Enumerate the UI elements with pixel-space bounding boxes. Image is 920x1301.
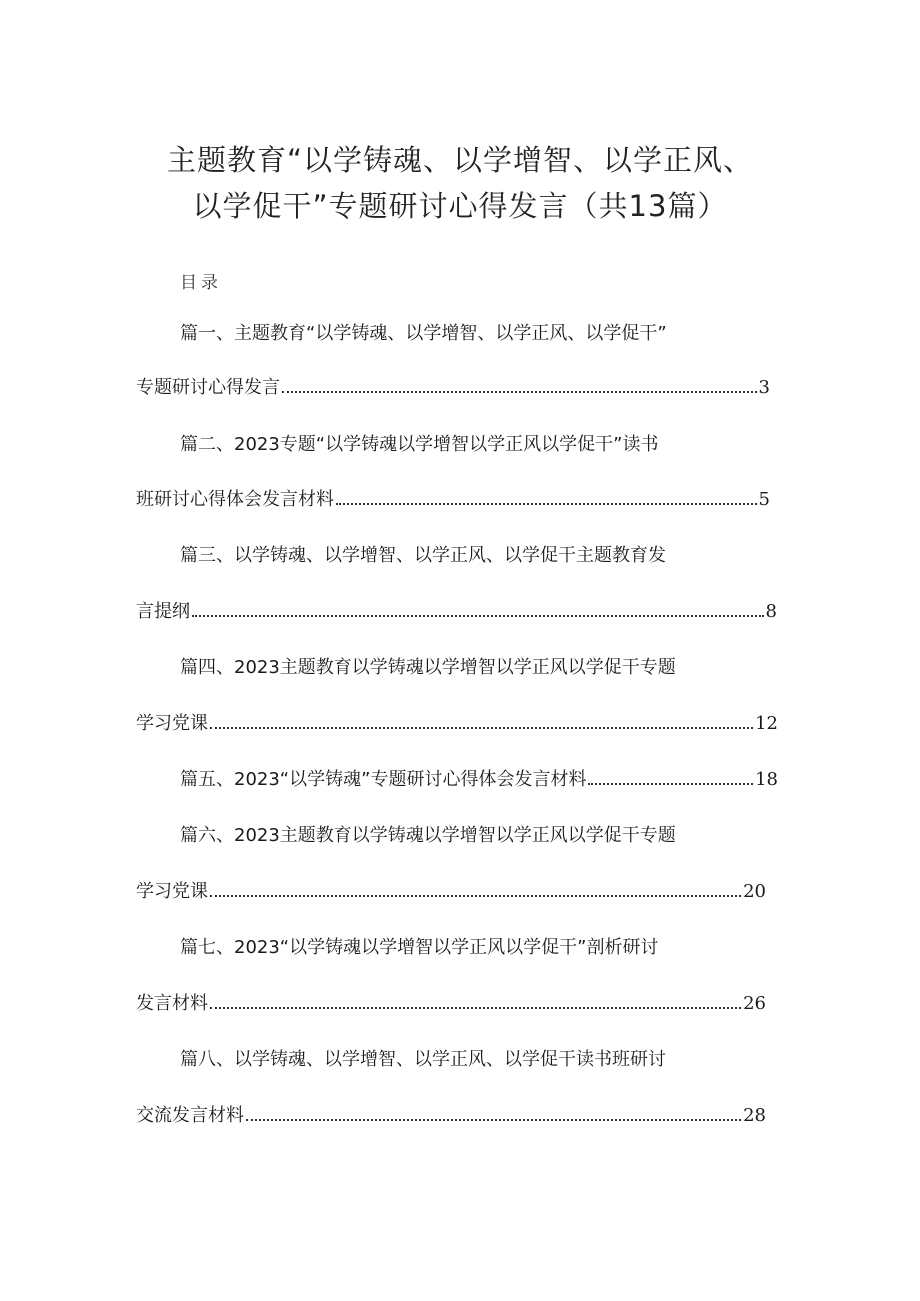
toc-entry-text: 发言材料 bbox=[136, 993, 208, 1014]
toc-entry-1-line-1[interactable]: 篇一、主题教育“以学铸魂、以学增智、以学正风、以学促干” bbox=[180, 323, 667, 344]
toc-page-number: 20 bbox=[743, 881, 766, 902]
toc-entry-3-line-2[interactable] bbox=[136, 600, 777, 624]
toc-entry-7-line-2[interactable] bbox=[136, 992, 766, 1016]
toc-entry-8-line-1[interactable]: 篇八、以学铸魂、以学增智、以学正风、以学促干读书班研讨 bbox=[180, 1049, 666, 1070]
toc-entry-1-line-2[interactable] bbox=[136, 376, 770, 400]
toc-entry-text: 班研讨心得体会发言材料 bbox=[136, 489, 334, 510]
toc-page-number: 26 bbox=[743, 993, 766, 1014]
toc-page-number: 28 bbox=[743, 1105, 766, 1126]
document-title-line-2: 以学促干”专题研讨心得发言（共13篇） bbox=[192, 189, 728, 223]
toc-page-number: 5 bbox=[758, 489, 770, 510]
toc-leader-dots bbox=[336, 503, 757, 505]
toc-entry-8-line-2[interactable] bbox=[136, 1104, 766, 1128]
toc-entry-4-line-1[interactable]: 篇四、2023主题教育以学铸魂以学增智以学正风以学促干专题 bbox=[180, 657, 676, 678]
toc-leader-dots bbox=[246, 1119, 741, 1121]
toc-leader-dots bbox=[588, 783, 753, 785]
toc-entry-text: 交流发言材料 bbox=[136, 1105, 244, 1126]
toc-leader-dots bbox=[210, 1007, 741, 1009]
toc-entry-3-line-1[interactable]: 篇三、以学铸魂、以学增智、以学正风、以学促干主题教育发 bbox=[180, 545, 666, 566]
toc-entry-text: 篇五、2023“以学铸魂”专题研讨心得体会发言材料 bbox=[180, 769, 587, 790]
toc-entry-text: 言提纲 bbox=[136, 601, 190, 622]
toc-entry-text: 专题研讨心得发言 bbox=[136, 377, 280, 398]
toc-page-number: 3 bbox=[758, 377, 770, 398]
toc-leader-dots bbox=[210, 727, 753, 729]
toc-leader-dots bbox=[282, 391, 757, 393]
toc-entry-5[interactable] bbox=[180, 768, 778, 792]
toc-page-number: 8 bbox=[765, 601, 777, 622]
toc-entry-6-line-2[interactable] bbox=[136, 880, 766, 904]
toc-page-number: 12 bbox=[755, 713, 778, 734]
toc-entry-text: 学习党课 bbox=[136, 713, 208, 734]
toc-entry-4-line-2[interactable] bbox=[136, 712, 778, 736]
toc-entry-6-line-1[interactable]: 篇六、2023主题教育以学铸魂以学增智以学正风以学促干专题 bbox=[180, 825, 676, 846]
toc-leader-dots bbox=[210, 895, 741, 897]
toc-entry-2-line-1[interactable]: 篇二、2023专题“以学铸魂以学增智以学正风以学促干”读书 bbox=[180, 434, 659, 455]
toc-entry-2-line-2[interactable] bbox=[136, 488, 770, 512]
toc-heading: 目录 bbox=[180, 273, 222, 293]
toc-page-number: 18 bbox=[755, 769, 778, 790]
document-title-line-1: 主题教育“以学铸魂、以学增智、以学正风、 bbox=[166, 143, 754, 177]
toc-entry-text: 学习党课 bbox=[136, 881, 208, 902]
toc-leader-dots bbox=[192, 615, 764, 617]
toc-entry-7-line-1[interactable]: 篇七、2023“以学铸魂以学增智以学正风以学促干”剖析研讨 bbox=[180, 937, 659, 958]
